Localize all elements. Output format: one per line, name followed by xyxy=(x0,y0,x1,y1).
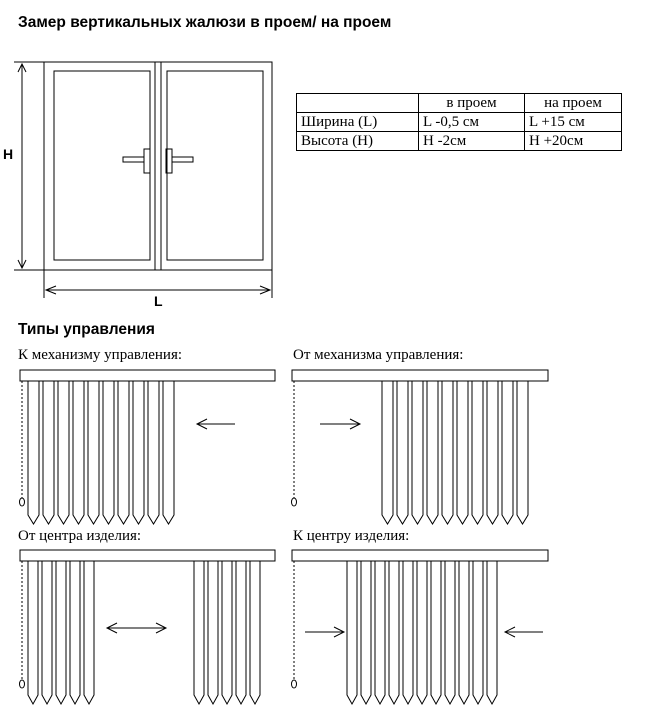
table-cell: H -2см xyxy=(419,132,525,151)
diagram-caption-4: К центру изделия: xyxy=(293,528,410,544)
page-title: Замер вертикальных жалюзи в проем/ на проем xyxy=(18,14,392,31)
blind-slat xyxy=(397,381,408,524)
window-sash-left xyxy=(54,71,150,260)
blind-slat xyxy=(517,381,528,524)
blind-slat xyxy=(73,381,84,524)
handle-left xyxy=(144,149,150,173)
blind-slat xyxy=(208,561,218,704)
blind-slat xyxy=(118,381,129,524)
blind-slat xyxy=(457,381,468,524)
blind-slat xyxy=(361,561,371,704)
control-types-title: Типы управления xyxy=(18,321,155,338)
blind-slat xyxy=(222,561,232,704)
blind-slat xyxy=(236,561,246,704)
diagram-caption-1: К механизму управления: xyxy=(18,347,183,363)
blind-slat xyxy=(148,381,159,524)
blind-slat xyxy=(58,381,69,524)
blind-slat xyxy=(103,381,114,524)
table-header-row xyxy=(297,94,622,113)
table-cell: H +20см xyxy=(525,132,622,151)
chain-weight xyxy=(292,680,297,688)
blind-slat xyxy=(133,381,144,524)
blind-slat xyxy=(445,561,455,704)
blind-slat xyxy=(250,561,260,704)
blind-slat xyxy=(163,381,174,524)
diagram-caption-3: От центра изделия: xyxy=(18,528,142,544)
table-cell: L -0,5 см xyxy=(419,113,525,132)
blind-slat xyxy=(473,561,483,704)
blind-slat xyxy=(84,561,94,704)
blind-slat xyxy=(375,561,385,704)
height-label: H xyxy=(3,146,14,162)
blind-slat xyxy=(389,561,399,704)
window-sash-right xyxy=(167,71,263,260)
cornice-rail xyxy=(20,550,275,561)
table-header-cell: в проем xyxy=(419,94,525,113)
chain-weight xyxy=(20,498,25,506)
blind-slat xyxy=(427,381,438,524)
blind-slat xyxy=(42,561,52,704)
table-cell: Ширина (L) xyxy=(297,113,419,132)
table-header-cell xyxy=(297,94,419,113)
window-frame xyxy=(44,62,272,270)
cornice-rail xyxy=(292,370,548,381)
blind-slat xyxy=(347,561,357,704)
blind-slat xyxy=(28,561,38,704)
blind-slat xyxy=(487,381,498,524)
blind-slat xyxy=(43,381,54,524)
width-label: L xyxy=(154,293,163,309)
blind-slat xyxy=(412,381,423,524)
blind-slat xyxy=(431,561,441,704)
cornice-rail xyxy=(292,550,548,561)
diagram-caption-2: От механизма управления: xyxy=(293,347,464,363)
cornice-rail xyxy=(20,370,275,381)
blind-slat xyxy=(459,561,469,704)
blind-slat xyxy=(442,381,453,524)
blind-slat xyxy=(487,561,497,704)
blind-slat xyxy=(194,561,204,704)
measurement-table xyxy=(296,93,622,151)
chain-weight xyxy=(292,498,297,506)
table-row xyxy=(297,132,622,151)
table-header-cell: на проем xyxy=(525,94,622,113)
blind-slat xyxy=(502,381,513,524)
blind-slat xyxy=(382,381,393,524)
blind-slat xyxy=(417,561,427,704)
blind-slat xyxy=(472,381,483,524)
chain-weight xyxy=(20,680,25,688)
blind-slat xyxy=(28,381,39,524)
table-row xyxy=(297,113,622,132)
blind-slat xyxy=(70,561,80,704)
table-cell: Высота (H) xyxy=(297,132,419,151)
blind-slat xyxy=(56,561,66,704)
blind-slat xyxy=(403,561,413,704)
blind-slat xyxy=(88,381,99,524)
table-cell: L +15 см xyxy=(525,113,622,132)
